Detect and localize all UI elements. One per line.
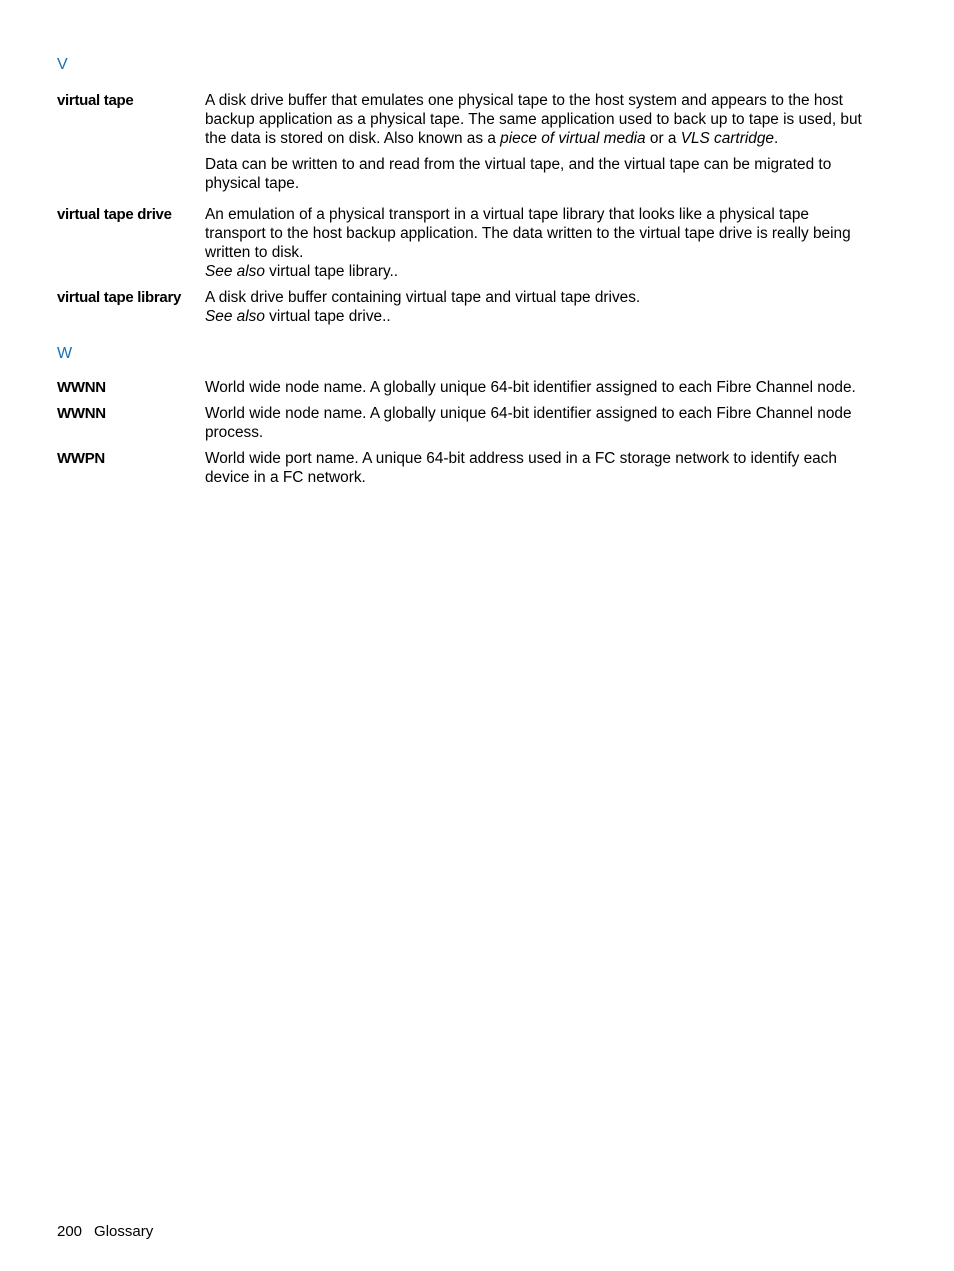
see-also-label: See also xyxy=(205,308,265,325)
page-number: 200 xyxy=(57,1223,83,1240)
glossary-term: virtual tape xyxy=(57,92,134,109)
glossary-definition xyxy=(205,91,873,193)
definition-paragraph: An emulation of a physical transport in a virtual tape library that looks like a physical tape transport to the host backup application. The data written to the virtual tape drive is really being written to disk. xyxy=(205,206,851,261)
glossary-definition xyxy=(205,404,873,442)
definition-paragraph: World wide port name. A unique 64-bit address used in a FC storage network to identify each device in a FC network. xyxy=(205,450,837,486)
glossary-definition xyxy=(205,288,873,326)
definition-text: . xyxy=(773,130,779,147)
see-also-reference xyxy=(205,307,873,326)
footer-section-name: Glossary xyxy=(94,1223,154,1240)
glossary-term: WWPN xyxy=(57,450,105,467)
definition-paragraph: World wide node name. A globally unique 64-bit identifier assigned to each Fibre Channel node. xyxy=(205,379,856,396)
definition-paragraph: A disk drive buffer containing virtual tape and virtual tape drives. xyxy=(205,289,641,306)
glossary-definition xyxy=(205,378,873,397)
glossary-term: virtual tape drive xyxy=(57,206,172,223)
see-also-label: See also xyxy=(205,263,265,280)
definition-paragraph: World wide node name. A globally unique 64-bit identifier assigned to each Fibre Channel node process. xyxy=(205,405,852,441)
glossary-term: virtual tape library xyxy=(57,289,182,306)
definition-text: A disk drive buffer that emulates one physical tape to the host system and appears to the host backup application as a physical tape. The same application used to back up to tape is used, but the data is stored on disk. Also known as a xyxy=(205,92,862,147)
see-also-reference xyxy=(205,262,873,281)
page-footer xyxy=(57,1223,153,1241)
definition-emphasis: VLS cartridge xyxy=(680,130,774,147)
glossary-definition xyxy=(205,449,873,487)
definition-paragraph: Data can be written to and read from the virtual tape, and the virtual tape can be migrated to physical tape. xyxy=(205,156,832,192)
glossary-term: WWNN xyxy=(57,379,106,396)
glossary-definition xyxy=(205,205,873,281)
definition-paragraph xyxy=(205,91,873,148)
glossary-term: WWNN xyxy=(57,405,106,422)
section-letter-v: V xyxy=(57,56,68,73)
definition-emphasis: piece of virtual media xyxy=(500,130,646,147)
see-also-link[interactable]: virtual tape drive.. xyxy=(264,308,391,325)
section-letter-w: W xyxy=(57,345,73,362)
definition-text: or a xyxy=(645,130,681,147)
see-also-link[interactable]: virtual tape library.. xyxy=(264,263,399,280)
